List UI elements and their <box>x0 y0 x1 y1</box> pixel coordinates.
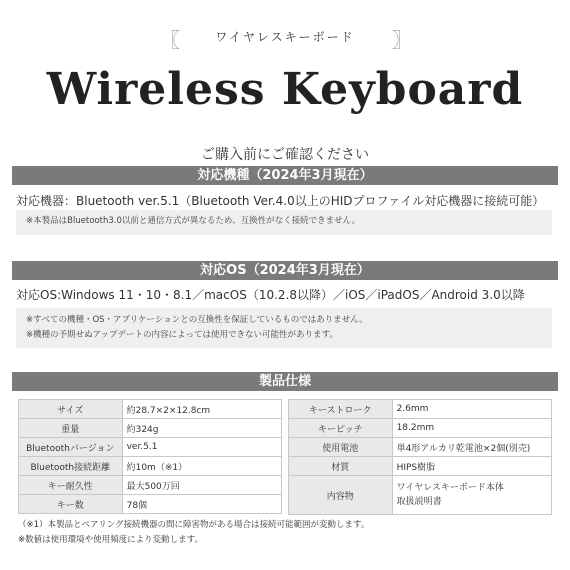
table-row <box>19 438 282 457</box>
spec-value: 約324g <box>122 419 281 438</box>
section-heading-specs: 製品仕様 <box>12 372 558 391</box>
spec-value <box>392 476 551 515</box>
table-row <box>19 457 282 476</box>
table-row <box>19 495 282 514</box>
spec-value: 78個 <box>122 495 281 514</box>
spec-value: 約28.7×2×12.8cm <box>122 400 281 419</box>
confirm-heading: ご購入前にご確認ください <box>201 147 369 163</box>
os-line: 対応OS:Windows 11・10・8.1／macOS（10.2.8以降）／iOS／iPadOS／Android 3.0以降 <box>16 288 525 302</box>
spec-value-line: 取扱説明書 <box>396 497 442 507</box>
devices-note: ※本製品はBluetooth3.0以前と通信方式が異なるため、互換性がなく接続できません。 <box>26 216 361 226</box>
table-row <box>289 476 552 515</box>
spec-value: ver.5.1 <box>122 438 281 457</box>
spec-value-line: ワイヤレスキーボード本体 <box>396 483 504 493</box>
table-row <box>289 438 552 457</box>
spec-key: サイズ <box>19 400 123 419</box>
spec-value: 18.2mm <box>392 419 551 438</box>
footnote-2: ※数値は使用環境や使用頻度により変動します。 <box>18 535 203 545</box>
os-note-2: ※機種の予期せぬアップデートの内容によっては使用できない可能性があります。 <box>26 330 338 340</box>
spec-key: 材質 <box>289 457 393 476</box>
product-subtitle: ワイヤレスキーボード <box>215 30 355 44</box>
spec-value: 約10m（※1） <box>122 457 281 476</box>
spec-key: Bluetooth接続距離 <box>19 457 123 476</box>
spec-key: キー数 <box>19 495 123 514</box>
section-heading-devices: 対応機種（2024年3月現在） <box>12 166 558 185</box>
devices-note-box <box>16 210 552 235</box>
table-row <box>19 419 282 438</box>
os-note-1: ※すべての機種・OS・アプリケーションとの互換性を保証しているものではありません。 <box>26 315 368 325</box>
spec-value: HIPS樹脂 <box>392 457 551 476</box>
table-row <box>289 457 552 476</box>
spec-key: Bluetoothバージョン <box>19 438 123 457</box>
spec-value: 2.6mm <box>392 400 551 419</box>
spec-key: キー耐久性 <box>19 476 123 495</box>
spec-table-left <box>18 399 282 514</box>
spec-key: キーストローク <box>289 400 393 419</box>
spec-key: 内容物 <box>289 476 393 515</box>
spec-key: キーピッチ <box>289 419 393 438</box>
table-row <box>19 476 282 495</box>
devices-line: 対応機器：Bluetooth ver.5.1（Bluetooth Ver.4.0以上のHIDプロファイル対応機器に接続可能） <box>16 194 545 208</box>
spec-value: 最大500万回 <box>122 476 281 495</box>
spec-value: 単4形アルカリ乾電池×2個(別売) <box>392 438 551 457</box>
os-note-box <box>16 308 552 348</box>
right-bracket-decoration: 〗 <box>392 28 412 52</box>
left-bracket-decoration: 〖 <box>160 28 180 52</box>
spec-key: 使用電池 <box>289 438 393 457</box>
footnote-1: （※1）本製品とペアリング接続機器の間に障害物がある場合は接続可能範囲が変動します。 <box>18 520 370 530</box>
page-title: Wireless Keyboard <box>46 64 524 115</box>
section-heading-os: 対応OS（2024年3月現在） <box>12 261 558 280</box>
table-row <box>289 400 552 419</box>
spec-key: 重量 <box>19 419 123 438</box>
table-row <box>289 419 552 438</box>
table-row <box>19 400 282 419</box>
spec-table-right <box>288 399 552 515</box>
